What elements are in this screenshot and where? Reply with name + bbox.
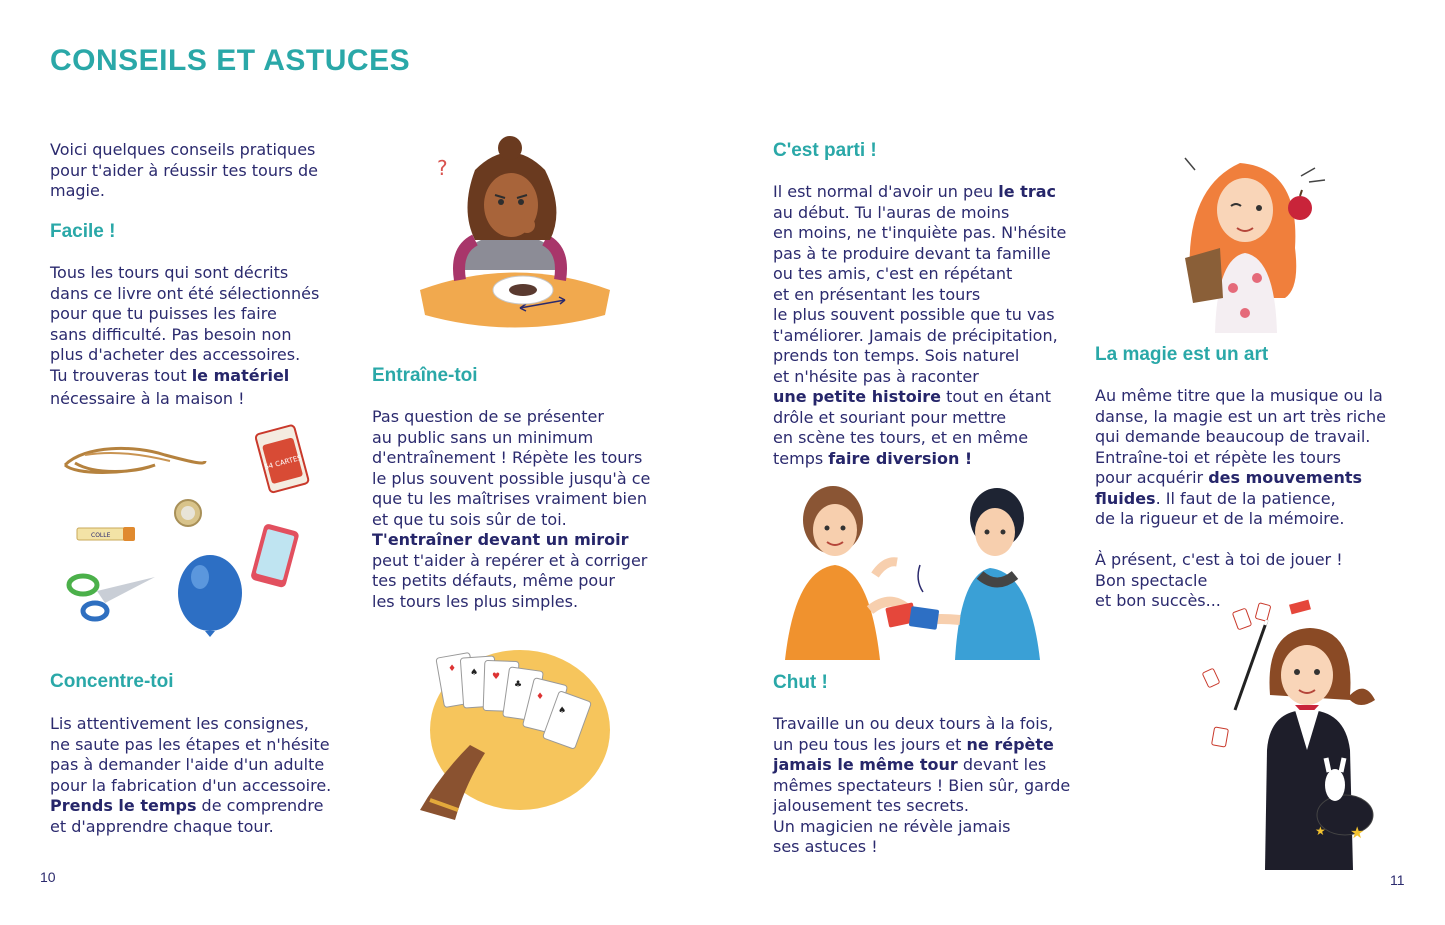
text-line: les tours les plus simples. (372, 591, 579, 611)
parti-paragraph (773, 182, 1066, 469)
text-line: prends ton temps. Sois naturel (773, 346, 1020, 365)
text-line: et bon succès... (1095, 591, 1221, 610)
text-line: pas à te produire devant ta famille (773, 243, 1051, 263)
text-line: et que tu sois sûr de toi. (372, 509, 567, 529)
phone-mirror-icon (250, 523, 300, 588)
text-line: et en présentant les tours (773, 284, 981, 304)
text-line: Au même titre que la musique ou la (1095, 386, 1383, 405)
text-span: devant les (957, 755, 1047, 774)
heading-concentre: Concentre-toi (50, 671, 174, 692)
text-line: Tous les tours qui sont décrits (50, 263, 289, 282)
text-line: danse, la magie est un art très riche (1095, 406, 1386, 426)
page-number-right: 11 (1390, 872, 1405, 888)
kids-card-trick-illustration (775, 480, 1055, 660)
text-line (773, 387, 1066, 408)
svg-text:♠: ♠ (470, 668, 479, 678)
thinking-girl-illustration (415, 140, 615, 340)
bold-text: fluides (1095, 488, 1156, 508)
text-line: pas à demander l'aide d'un adulte (50, 755, 325, 774)
text-line: pour la fabrication d'un accessoire. (50, 775, 332, 795)
svg-text:♣: ♣ (514, 680, 523, 690)
text-line: le plus souvent possible jusqu'à ce (372, 468, 651, 488)
text-span: de comprendre (196, 796, 324, 815)
art-paragraph (1095, 386, 1386, 612)
svg-text:♥: ♥ (492, 672, 501, 682)
page-number-left: 10 (40, 869, 56, 885)
text-span: Tu trouveras tout (50, 365, 192, 385)
girl-apple-illustration (1165, 148, 1335, 333)
text-line: plus d'acheter des accessoires. (50, 345, 301, 364)
svg-text:♦: ♦ (536, 692, 545, 702)
intro-line: pour t'aider à réussir tes tours de (50, 160, 318, 180)
text-line: peut t'aider à repérer et à corriger (372, 550, 648, 570)
text-line (372, 530, 650, 551)
text-line: et n'hésite pas à raconter (773, 366, 979, 386)
text-line: en scène tes tours, et en même (773, 428, 1029, 447)
text-line: ne saute pas les étapes et n'hésite (50, 734, 330, 754)
text-line (50, 796, 331, 817)
text-line: tes petits défauts, même pour (372, 571, 615, 590)
card-fan-illustration (410, 635, 610, 820)
text-line: et d'apprendre chaque tour. (50, 816, 274, 836)
svg-text:♠: ♠ (558, 706, 567, 716)
materials-illustration (55, 425, 315, 650)
text-line: en moins, ne t'inquiète pas. N'hésite (773, 223, 1067, 242)
text-span: tout en étant (940, 387, 1052, 406)
intro-line: Voici quelques conseils pratiques (50, 140, 316, 159)
balloon-icon (178, 555, 242, 637)
text-line: dans ce livre ont été sélectionnés (50, 283, 320, 303)
chut-paragraph (773, 714, 1070, 858)
text-line: au public sans un minimum (372, 427, 594, 447)
heading-parti: C'est parti ! (773, 140, 877, 161)
text-line: Travaille un ou deux tours à la fois, (773, 714, 1054, 733)
text-line: le plus souvent possible que tu vas (773, 305, 1055, 324)
coin-icon (175, 500, 201, 526)
glue-label: COLLE (91, 532, 111, 539)
heading-entraine: Entraîne-toi (372, 365, 478, 386)
card-deck-label: 54 CARTES (263, 453, 303, 472)
bold-text: ne répète (966, 734, 1054, 754)
text-line: qui demande beaucoup de travail. (1095, 427, 1371, 446)
bold-text: jamais le même tour (773, 755, 958, 774)
intro-line: magie. (50, 181, 105, 200)
svg-text:♦: ♦ (448, 664, 457, 674)
bold-text: le matériel (191, 365, 290, 385)
text-line: Bon spectacle (1095, 570, 1208, 590)
text-line: À présent, c'est à toi de jouer ! (1095, 550, 1343, 569)
text-line (773, 735, 1070, 756)
card-deck-icon (255, 425, 309, 493)
text-span: pour acquérir (1095, 468, 1209, 487)
text-line: sans difficulté. Pas besoin non (50, 324, 292, 344)
text-line: jalousement tes secrets. (773, 796, 970, 815)
svg-text:?: ? (437, 156, 448, 180)
heading-art: La magie est un art (1095, 344, 1269, 365)
heading-facile: Facile ! (50, 221, 116, 242)
scissors-icon (69, 576, 155, 619)
text-line (773, 449, 1066, 470)
string-icon (65, 448, 205, 472)
text-line (773, 182, 1066, 203)
intro-paragraph (50, 140, 318, 202)
text-line: Un magicien ne révèle jamais (773, 816, 1011, 836)
text-span: Il est normal d'avoir un peu (773, 182, 999, 201)
text-line: au début. Tu l'auras de moins (773, 202, 1010, 222)
concentre-paragraph (50, 714, 331, 837)
bold-text: Prends le temps (50, 796, 197, 815)
facile-paragraph (50, 263, 319, 410)
text-line: ses astuces ! (773, 837, 878, 856)
text-line: t'améliorer. Jamais de précipitation, (773, 325, 1058, 345)
text-line (50, 366, 319, 387)
text-line: de la rigueur et de la mémoire. (1095, 509, 1345, 528)
glue-stick-icon (77, 527, 135, 541)
magician-girl-illustration (1195, 600, 1385, 870)
heading-chut: Chut ! (773, 672, 828, 693)
text-line: Pas question de se présenter (372, 407, 604, 426)
bold-text: faire diversion ! (828, 448, 973, 468)
bold-text: une petite histoire (773, 387, 941, 406)
text-span: . Il faut de la patience, (1155, 488, 1336, 508)
text-span: temps (773, 448, 829, 468)
entraine-paragraph (372, 407, 650, 612)
text-line: Lis attentivement les consignes, (50, 714, 309, 733)
text-line: nécessaire à la maison ! (50, 389, 245, 408)
bold-text: des mouvements (1208, 468, 1363, 487)
text-line: Entraîne-toi et répète les tours (1095, 447, 1342, 467)
bold-text: T'entraîner devant un miroir (372, 530, 629, 549)
bold-text: le trac (998, 182, 1056, 201)
text-line: drôle et souriant pour mettre (773, 407, 1007, 427)
text-line: ou tes amis, c'est en répétant (773, 264, 1013, 283)
svg-text:★: ★ (1315, 824, 1326, 838)
text-line (773, 755, 1070, 776)
text-line: d'entraînement ! Répète les tours (372, 448, 643, 467)
text-line: que tu les maîtrises vraiment bien (372, 489, 647, 508)
page-title: CONSEILS ET ASTUCES (50, 44, 411, 77)
text-line (1095, 489, 1386, 510)
text-span: un peu tous les jours et (773, 734, 967, 754)
text-line: pour que tu puisses les faire (50, 304, 277, 323)
text-line: mêmes spectateurs ! Bien sûr, garde (773, 775, 1071, 795)
text-line (1095, 468, 1386, 489)
svg-text:★: ★ (1350, 823, 1365, 842)
